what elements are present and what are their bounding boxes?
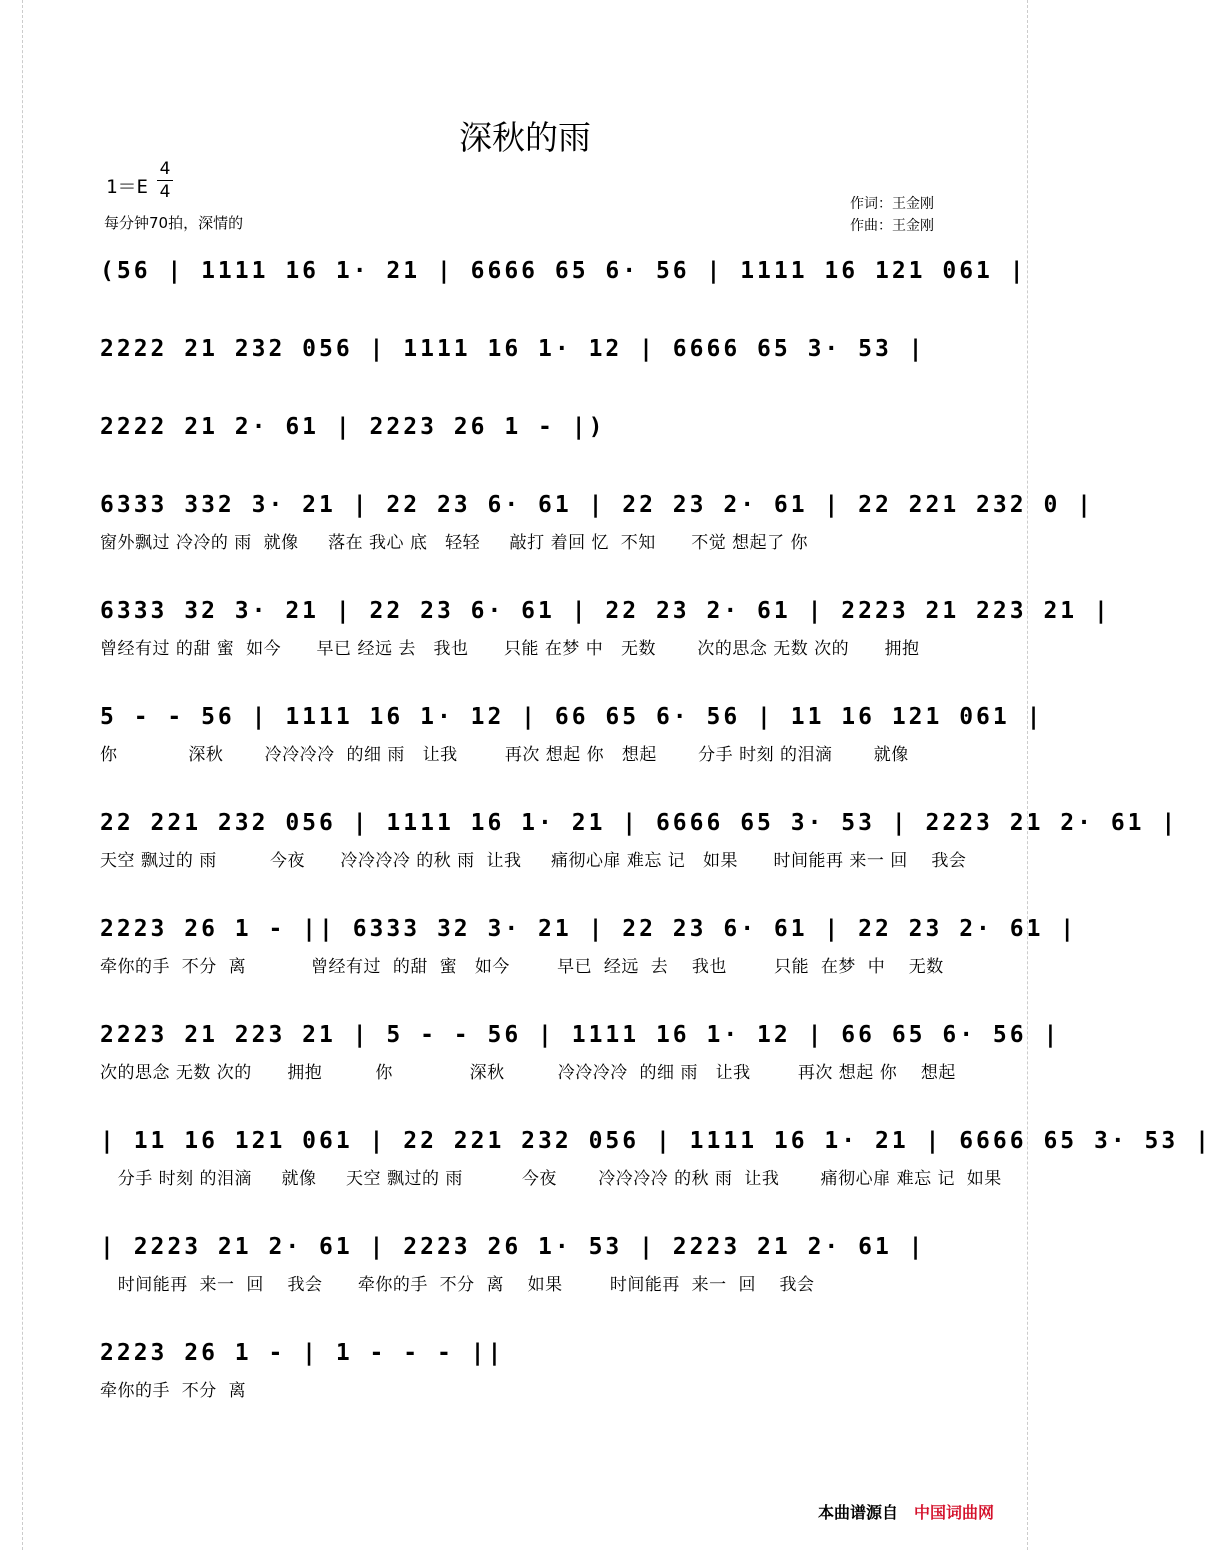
composer-credit: 作曲：王金刚 xyxy=(850,218,934,234)
time-signature-top: 4 xyxy=(159,159,171,179)
notation-line: 2223 26 1 - || 6333 32 3· 21 | 22 23 6· 61 | 22 23 2· 61 | xyxy=(100,916,1078,942)
lyric-line: 时间能再 来一 回 我会 牵你的手 不分 离 如果 时间能再 来一 回 我会 xyxy=(100,1275,815,1295)
lyric-line: 牵你的手 不分 离 曾经有过 的甜 蜜 如今 早已 经远 去 我也 只能 在梦 中 无数 xyxy=(100,957,944,977)
notation-line: 2223 21 223 21 | 5 - - 56 | 1111 16 1· 12 | 66 65 6· 56 | xyxy=(100,1022,1061,1048)
notation-line: | 11 16 121 061 | 22 221 232 056 | 1111 16 1· 21 | 6666 65 3· 53 | xyxy=(100,1128,1212,1154)
notation-line: 5 - - 56 | 1111 16 1· 12 | 66 65 6· 56 | 11 16 121 061 | xyxy=(100,704,1044,730)
lyricist-credit: 作词：王金刚 xyxy=(850,196,934,212)
notation-line: | 2223 21 2· 61 | 2223 26 1· 53 | 2223 21 2· 61 | xyxy=(100,1234,926,1260)
right-watermark-strip xyxy=(1027,0,1050,1550)
lyric-line: 天空 飘过的 雨 今夜 冷冷冷冷 的秋 雨 让我 痛彻心扉 难忘 记 如果 时间能再 来一 回 我会 xyxy=(100,851,967,871)
source-brand-link[interactable]: 中国词曲网 xyxy=(914,1503,995,1522)
lyric-line: 曾经有过 的甜 蜜 如今 早已 经远 去 我也 只能 在梦 中 无数 次的思念 无数 次的 拥抱 xyxy=(100,639,920,659)
tempo-marking: 每分钟70拍，深情的 xyxy=(104,214,244,232)
notation-line: 2223 26 1 - | 1 - - - || xyxy=(100,1340,505,1366)
lyric-line: 你 深秋 冷冷冷冷 的细 雨 让我 再次 想起 你 想起 分手 时刻 的泪滴 就像 xyxy=(100,745,909,765)
notation-line: 2222 21 232 056 | 1111 16 1· 12 | 6666 65 3· 53 | xyxy=(100,336,926,362)
notation-line: 2222 21 2· 61 | 2223 26 1 - |) xyxy=(100,414,606,440)
time-signature-bottom: 4 xyxy=(159,182,171,202)
lyric-line: 次的思念 无数 次的 拥抱 你 深秋 冷冷冷冷 的细 雨 让我 再次 想起 你 想起 xyxy=(100,1063,956,1083)
notation-line: (56 | 1111 16 1· 21 | 6666 65 6· 56 | 1111 16 121 061 | xyxy=(100,258,1027,284)
key-signature: 1＝E xyxy=(106,176,148,198)
notation-line: 6333 332 3· 21 | 22 23 6· 61 | 22 23 2· 61 | 22 221 232 0 | xyxy=(100,492,1094,518)
song-title: 深秋的雨 xyxy=(459,118,591,157)
lyric-line: 分手 时刻 的泪滴 就像 天空 飘过的 雨 今夜 冷冷冷冷 的秋 雨 让我 痛彻心扉 难忘 记 如果 xyxy=(100,1169,1002,1189)
lyric-line: 牵你的手 不分 离 xyxy=(100,1381,247,1401)
time-signature xyxy=(157,159,173,202)
notation-line: 22 221 232 056 | 1111 16 1· 21 | 6666 65 3· 53 | 2223 21 2· 61 | xyxy=(100,810,1179,836)
source-label: 本曲谱源自 xyxy=(818,1503,899,1522)
left-watermark-strip xyxy=(0,0,23,1550)
lyric-line: 窗外飘过 冷冷的 雨 就像 落在 我心 底 轻轻 敲打 着回 忆 不知 不觉 想起了 你 xyxy=(100,533,809,553)
notation-line: 6333 32 3· 21 | 22 23 6· 61 | 22 23 2· 61 | 2223 21 223 21 | xyxy=(100,598,1111,624)
source-footer xyxy=(818,1500,994,1523)
